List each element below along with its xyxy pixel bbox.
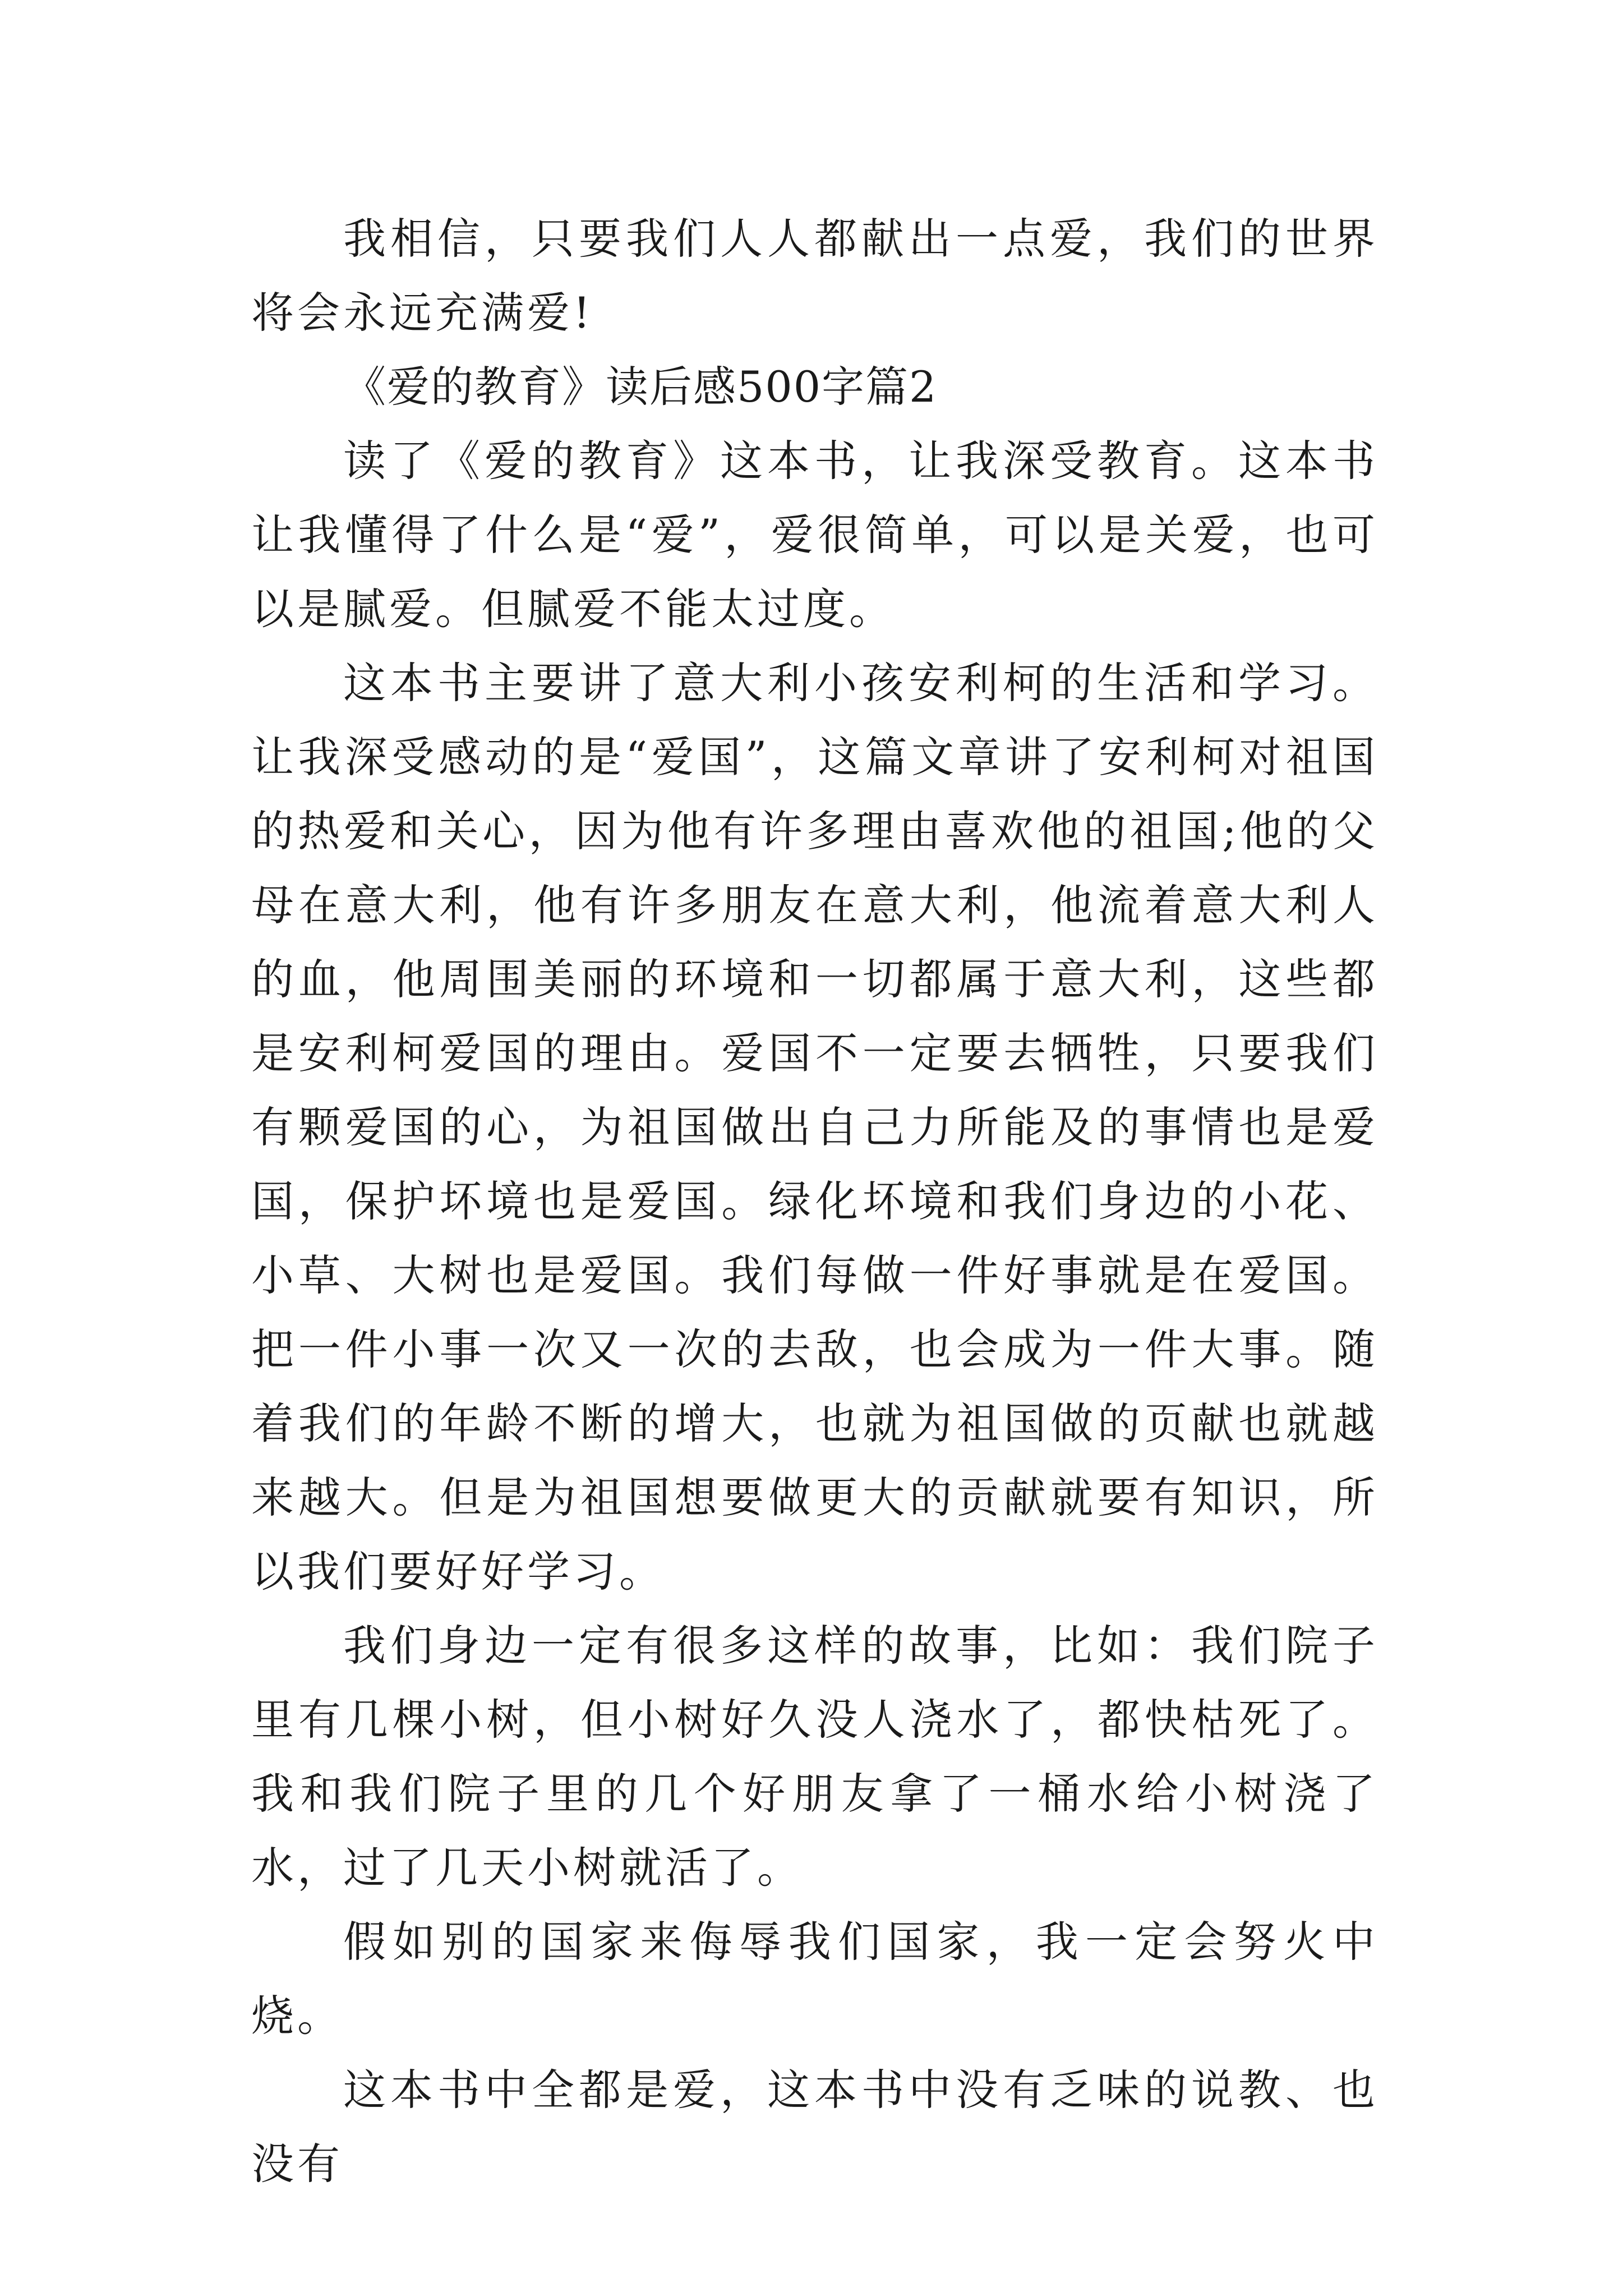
paragraph-conclusion: 这本书中全都是爱，这本书中没有乏味的说教、也没有 [251,2065,1378,2189]
paragraph-intro: 读了《爱的教育》这本书，让我深受教育。这本书让我懂得了什么是“爱”，爱很简单，可以是关爱，也可以是腻爱。但腻爱不能太过度。 [251,436,1378,634]
paragraph-tree-story: 我们身边一定有很多这样的故事，比如：我们院子里有几棵小树，但小树好久没人浇水了，都快枯死了。我和我们院子里的几个好朋友拿了一桶水给小树浇了水，过了几天小树就活了。 [251,1621,1378,1893]
section-heading: 《爱的教育》读后感500字篇2 [343,362,938,412]
paragraph-closing-belief: 我相信，只要我们人人都献出一点爱，我们的世界将会永远充满爱! [251,214,1378,338]
paragraph-patriotism: 这本书主要讲了意大利小孩安利柯的生活和学习。让我深受感动的是“爱国”，这篇文章讲了安利柯对祖国的热爱和关心，因为他有许多理由喜欢他的祖国;他的父母在意大利，他有许多朋友在意大利，他流着意大利人的血，他周围美丽的环境和一切都属于意大利，这些都是安利柯爱国的理由。爱国不一定要去牺牲，只要我们有颗爱国的心，为祖国做出自己力所能及的事情也是爱国，保护坏境也是爱国。绿化坏境和我们身边的小花、小草、大树也是爱国。我们每做一件好事就是在爱国。把一件小事一次又一次的去敌，也会成为一件大事。随着我们的年龄不断的增大，也就为祖国做的页献也就越来越大。但是为祖国想要做更大的贡献就要有知识，所以我们要好好学习。 [251,658,1378,1596]
paragraph-insult: 假如别的国家来侮辱我们国家，我一定会努火中烧。 [251,1917,1378,2041]
document-body [251,202,1378,2201]
